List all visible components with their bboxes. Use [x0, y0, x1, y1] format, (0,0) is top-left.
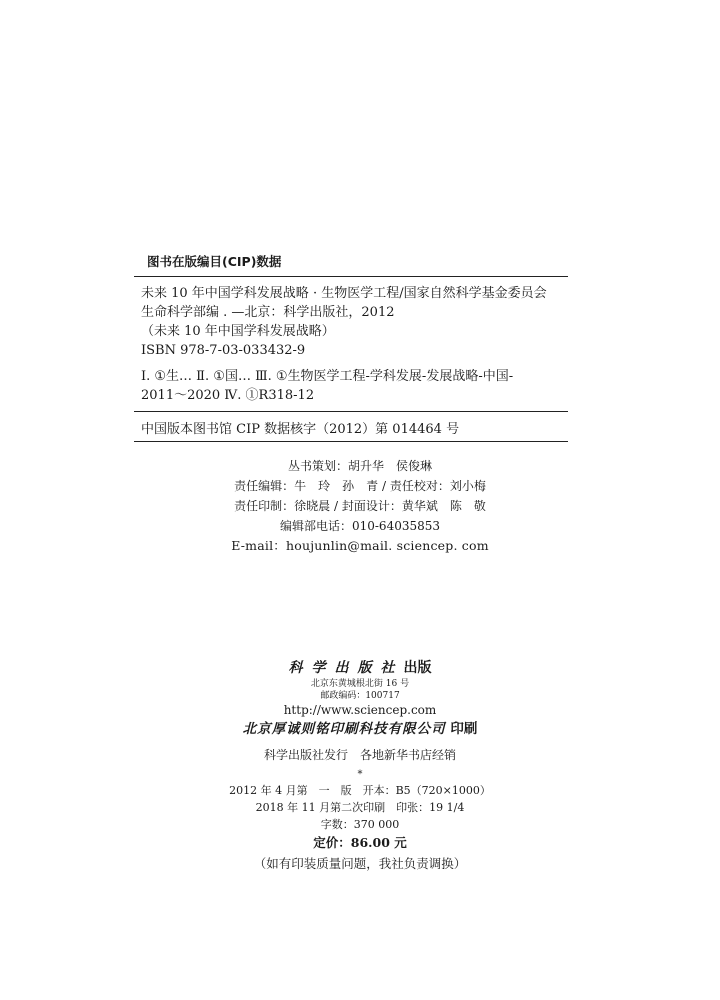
quality-notice: （如有印装质量问题，我社负责调换）: [253, 856, 467, 871]
publisher-brand: 科学出版社: [288, 660, 404, 676]
series-planner: 丛书策划：胡升华 侯俊琳: [287, 459, 432, 473]
editorial-email: E-mail：houjunlin@mail. sciencep. com: [231, 538, 489, 553]
printer-suffix: 印刷: [445, 721, 478, 737]
cip-series-line: （未来 10 年中国学科发展战略）: [141, 324, 335, 339]
editorial-phone: 编辑部电话：010-64035853: [279, 519, 441, 533]
cip-block: [134, 252, 568, 442]
publication-info: [0, 658, 720, 875]
publisher-address: 北京东黄城根北街 16 号: [310, 679, 410, 689]
printer-name: [0, 718, 720, 740]
cip-subject-line-2: 2011～2020 Ⅳ. ①R318-12: [141, 388, 315, 403]
cip-author-line: 生命科学部编 . —北京：科学出版社，2012: [141, 305, 395, 320]
cip-heading: 图书在版编目(CIP)数据: [134, 252, 568, 277]
section-divider: *: [357, 769, 363, 780]
publisher-suffix: 出版: [403, 660, 432, 676]
cip-isbn-line: ISBN 978-7-03-033432-9: [141, 343, 306, 358]
edition-line: 2012 年 4 月第 一 版 开本：B5（720×1000）: [229, 784, 491, 797]
publisher-postcode: 邮政编码：100717: [320, 691, 400, 701]
cip-approval-number: 中国版本图书馆 CIP 数据核字（2012）第 014464 号: [134, 412, 568, 442]
print-cover-credits: 责任印制：徐晓晨 / 封面设计：黄华斌 陈 敬: [234, 499, 486, 513]
publisher-name: [0, 658, 720, 678]
cip-record: [134, 277, 568, 412]
word-count: 字数：370 000: [320, 818, 400, 831]
distribution-line: 科学出版社发行 各地新华书店经销: [263, 748, 456, 762]
cip-title-line: 未来 10 年中国学科发展战略 · 生物医学工程/国家自然科学基金委员会: [141, 286, 547, 301]
cip-subject-line-1: Ⅰ. ①生… Ⅱ. ①国… Ⅲ. ①生物医学工程-学科发展-发展战略-中国-: [141, 369, 514, 384]
price: 定价：86.00 元: [313, 835, 407, 850]
editorial-credits: [0, 456, 720, 556]
publisher-url: http://www.sciencep.com: [283, 703, 437, 717]
printing-line: 2018 年 11 月第二次印刷 印张：19 1/4: [255, 801, 465, 814]
printer-brand: 北京厚诚则铭印刷科技有限公司: [242, 721, 446, 737]
responsible-editors: 责任编辑：牛 玲 孙 青 / 责任校对：刘小梅: [234, 479, 486, 493]
